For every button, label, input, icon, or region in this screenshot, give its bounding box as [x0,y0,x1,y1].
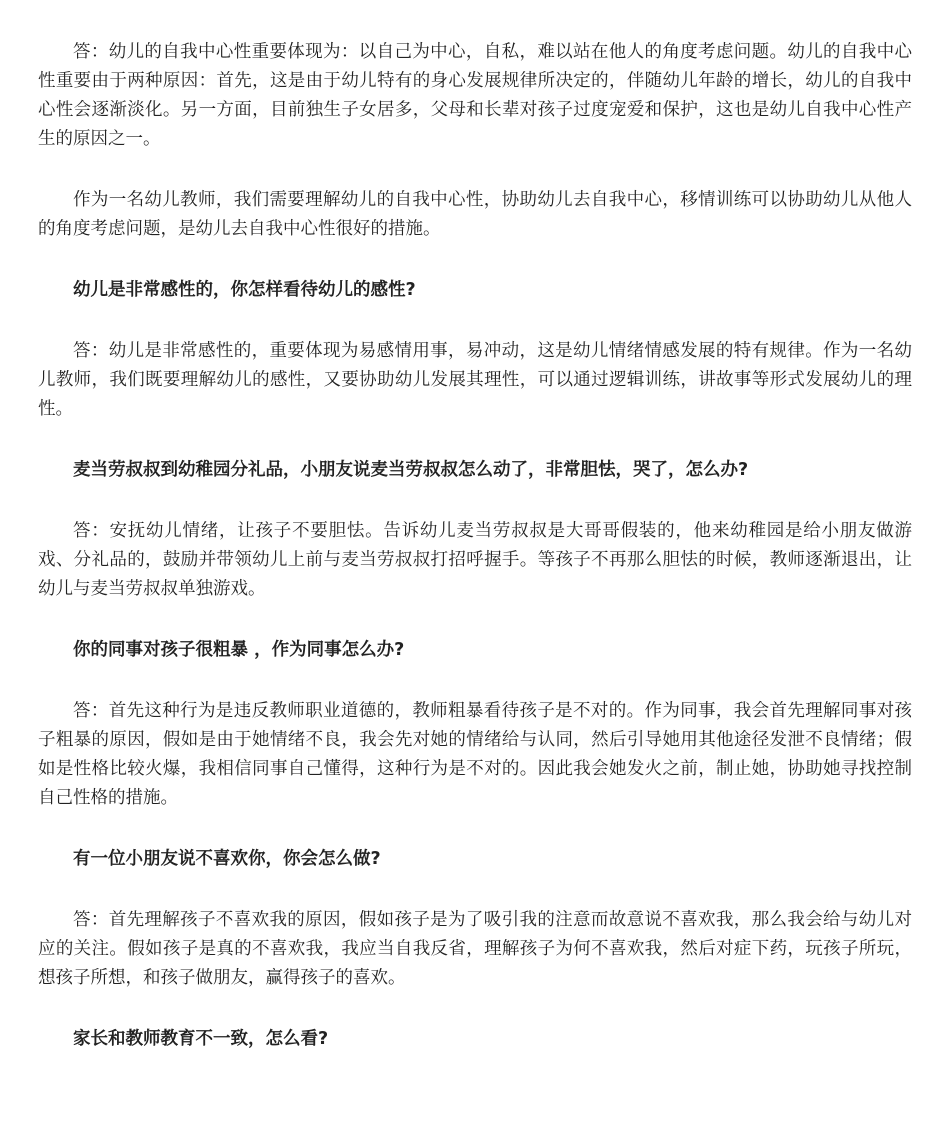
question-heading: 幼儿是非常感性的，你怎样看待幼儿的感性? [73,280,416,300]
question-heading: 你的同事对孩子很粗暴 ，作为同事怎么办? [73,640,405,660]
answer-paragraph: 答：首先理解孩子不喜欢我的原因，假如孩子是为了吸引我的注意而故意说不喜欢我，那么我会给与幼儿对应的关注。假如孩子是真的不喜欢我，我应当自我反省，理解孩子为何不喜欢我，然后对症下药，玩孩子所玩，想孩子所想，和孩子做朋友，赢得孩子的喜欢。 [38,910,912,988]
answer-paragraph: 作为一名幼儿教师，我们需要理解幼儿的自我中心性，协助幼儿去自我中心，移情训练可以协助幼儿从他人的角度考虑问题，是幼儿去自我中心性很好的措施。 [38,190,912,239]
document-body [38,38,912,1054]
answer-paragraph: 答：安抚幼儿情绪，让孩子不要胆怯。告诉幼儿麦当劳叔叔是大哥哥假装的，他来幼稚园是给小朋友做游戏、分礼品的，鼓励并带领幼儿上前与麦当劳叔叔打招呼握手。等孩子不再那么胆怯的时候，教师逐渐退出，让幼儿与麦当劳叔叔单独游戏。 [38,521,912,599]
answer-paragraph: 答：幼儿是非常感性的，重要体现为易感情用事，易冲动，这是幼儿情绪情感发展的特有规律。作为一名幼儿教师，我们既要理解幼儿的感性，又要协助幼儿发展其理性，可以通过逻辑训练，讲故事等形式发展幼儿的理性。 [38,341,912,419]
answer-paragraph: 答：首先这种行为是违反教师职业道德的，教师粗暴看待孩子是不对的。作为同事，我会首先理解同事对孩子粗暴的原因，假如是由于她情绪不良，我会先对她的情绪给与认同，然后引导她用其他途径发泄不良情绪；假如是性格比较火爆，我相信同事自己懂得，这种行为是不对的。因此我会她发火之前，制止她，协助她寻找控制自己性格的措施。 [38,701,912,808]
question-heading: 麦当劳叔叔到幼稚园分礼品，小朋友说麦当劳叔叔怎么动了，非常胆怯，哭了，怎么办? [73,460,749,480]
question-heading: 家长和教师教育不一致，怎么看? [73,1029,329,1049]
answer-paragraph: 答：幼儿的自我中心性重要体现为：以自己为中心，自私，难以站在他人的角度考虑问题。幼儿的自我中心性重要由于两种原因：首先，这是由于幼儿特有的身心发展规律所决定的，伴随幼儿年龄的增长，幼儿的自我中心性会逐渐淡化。另一方面，目前独生子女居多，父母和长辈对孩子过度宠爱和保护，这也是幼儿自我中心性产生的原因之一。 [38,42,912,149]
question-heading: 有一位小朋友说不喜欢你，你会怎么做? [73,849,381,869]
